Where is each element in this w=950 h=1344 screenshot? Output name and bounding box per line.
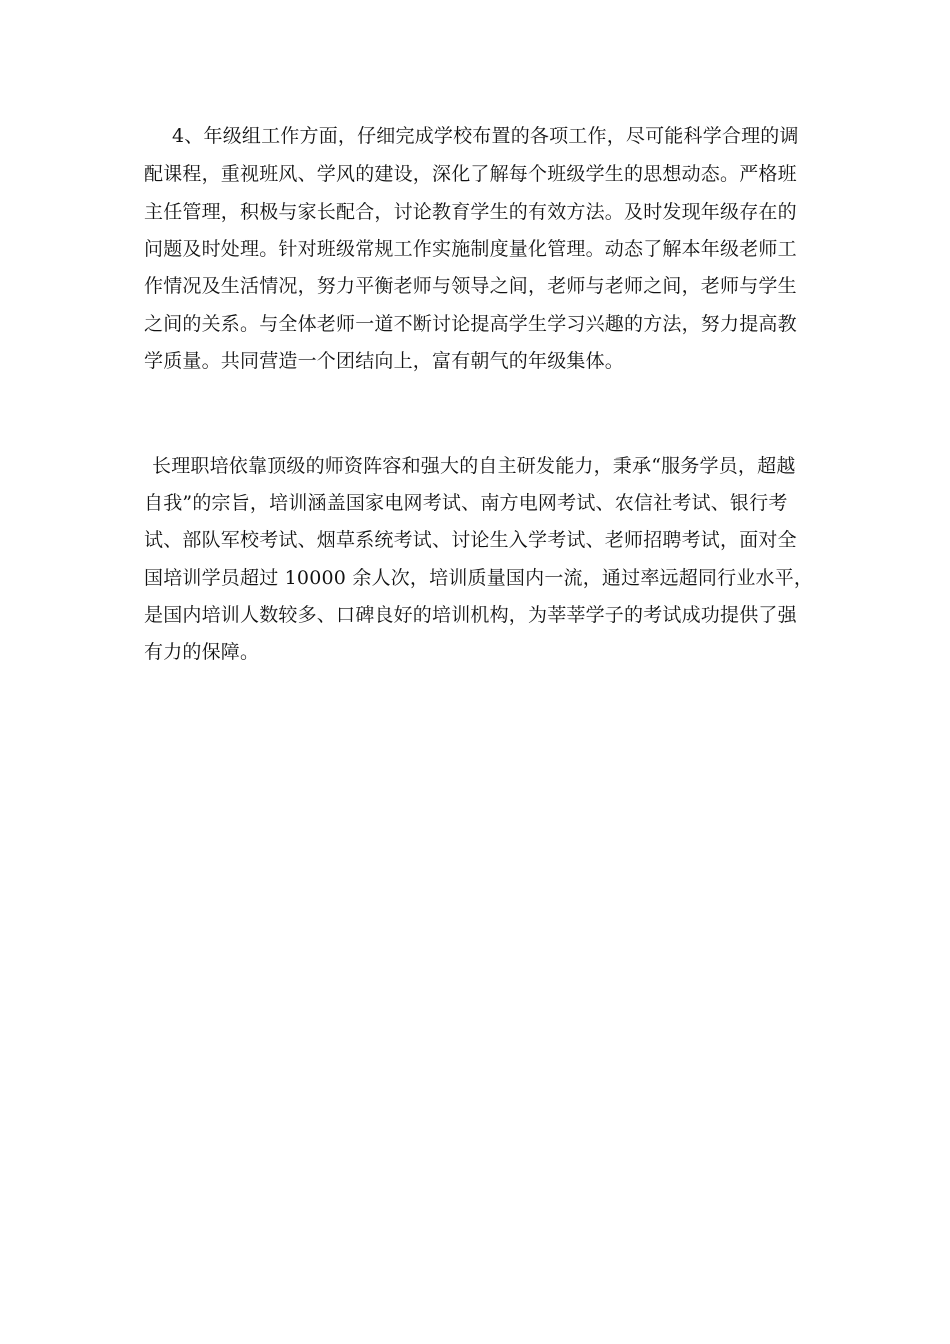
paragraph-line: 问题及时处理。针对班级常规工作实施制度量化管理。动态了解本年级老师工	[144, 238, 797, 260]
paragraph-line: 之间的关系。与全体老师一道不断讨论提高学生学习兴趣的方法，努力提高教	[144, 313, 797, 335]
paragraph-line: 主任管理，积极与家长配合，讨论教育学生的有效方法。及时发现年级存在的	[144, 201, 797, 223]
paragraph-line: 长理职培依靠顶级的师资阵容和强大的自主研发能力，秉承“服务学员，超越	[152, 455, 796, 477]
paragraph-line: 自我”的宗旨，培训涵盖国家电网考试、南方电网考试、农信社考试、银行考	[144, 492, 788, 514]
paragraph-line: 国培训学员超过 10000 余人次，培训质量国内一流，通过率远超同行业水平，	[144, 567, 814, 589]
paragraph-line: 有力的保障。	[144, 641, 260, 663]
paragraph-line: 4、年级组工作方面，仔细完成学校布置的各项工作，尽可能科学合理的调	[172, 125, 799, 147]
paragraph-line: 试、部队军校考试、烟草系统考试、讨论生入学考试、老师招聘考试，面对全	[144, 529, 797, 551]
paragraph-line: 配课程，重视班风、学风的建设，深化了解每个班级学生的思想动态。严格班	[144, 163, 797, 185]
paragraph-line: 作情况及生活情况，努力平衡老师与领导之间，老师与老师之间，老师与学生	[144, 275, 797, 297]
paragraph-line: 学质量。共同营造一个团结向上，富有朝气的年级集体。	[144, 350, 625, 372]
paragraph-line: 是国内培训人数较多、口碑良好的培训机构，为莘莘学子的考试成功提供了强	[144, 604, 797, 626]
